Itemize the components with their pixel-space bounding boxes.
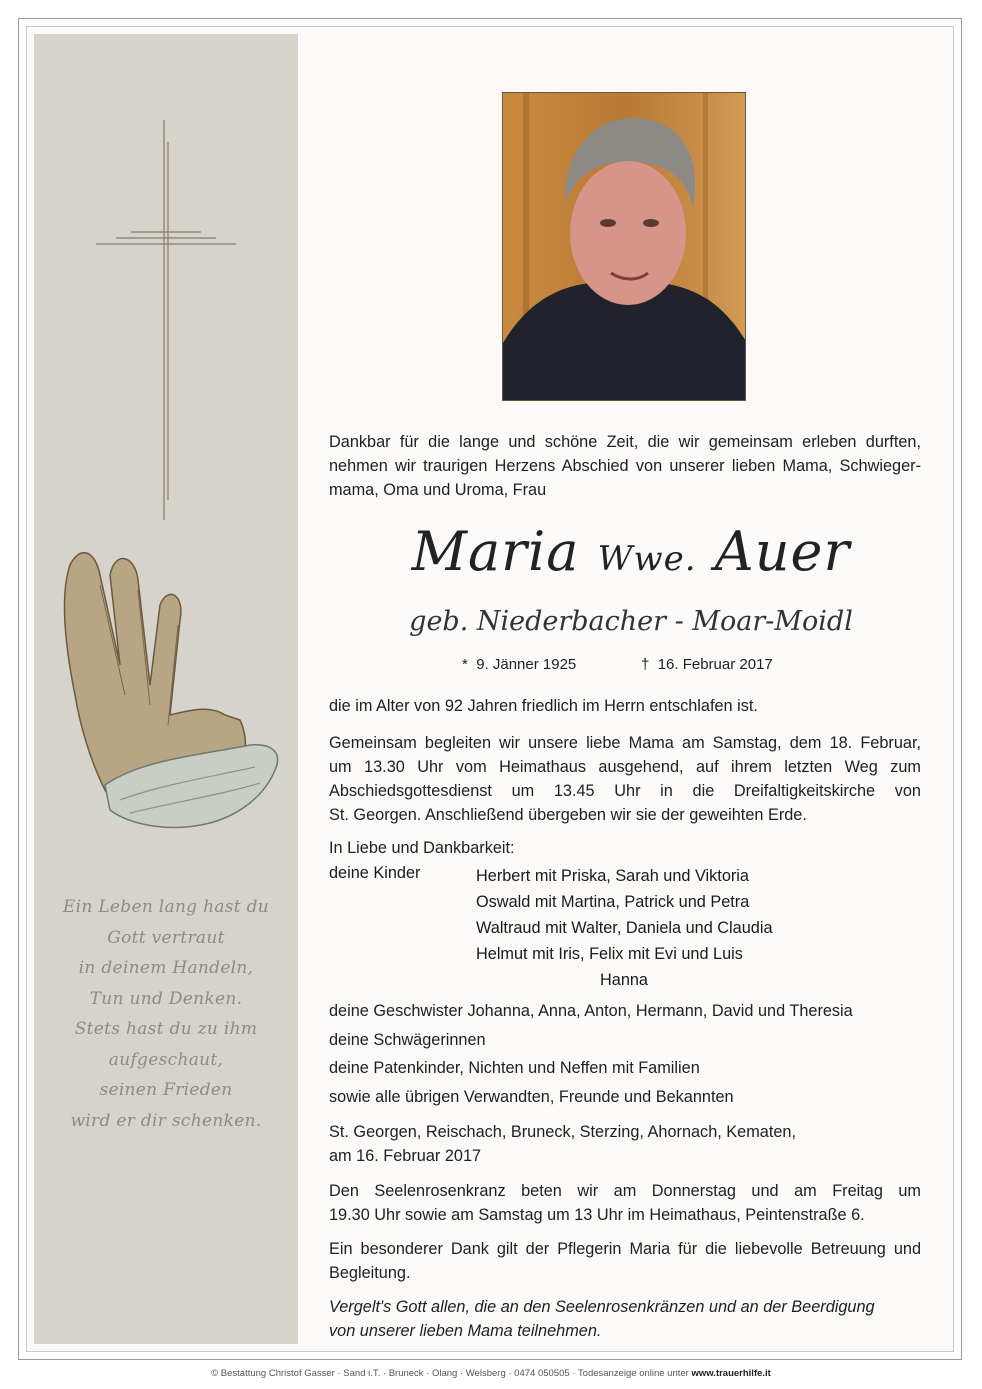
list-item: sowie alle übrigen Verwandten, Freunde und Bekannten (329, 1087, 734, 1106)
birth-date (462, 656, 576, 673)
poem-line: in deinem Handeln, (78, 958, 254, 978)
footer (0, 1368, 982, 1379)
first-name: Maria (411, 520, 580, 583)
death-symbol: † (641, 656, 650, 673)
death-date-text: 16. Februar 2017 (657, 656, 773, 673)
poem-line: Ein Leben lang hast du (62, 897, 270, 917)
footer-text: © Bestattung Christof Gasser · Sand i.T. · Bruneck · Olang · Welsberg · 0474 050505 · Todesanzeige online unter (211, 1368, 689, 1379)
deceased-name (300, 520, 962, 583)
poem-line: aufgeschaut, (108, 1049, 224, 1070)
intro-text: Dankbar für die lange und schöne Zeit, die wir gemeinsam erleben durften, nehmen wir traurigen Herzens Abschied von unserer lieben Mama, Schwieger- mama, Oma und Uroma, Frau (329, 433, 921, 499)
mourners-heading: In Liebe und Dankbarkeit: (329, 839, 515, 857)
poem-line: Tun und Denken. (89, 988, 243, 1009)
age-line: die im Alter von 92 Jahren friedlich im Herrn entschlafen ist. (329, 697, 758, 715)
widow-title: Wwe. (597, 539, 697, 579)
list-item: Waltraud mit Walter, Daniela und Claudia (476, 919, 773, 937)
footer-link[interactable]: www.trauerhilfe.it (691, 1368, 771, 1379)
list-item: Herbert mit Priska, Sarah und Viktoria (476, 867, 749, 885)
list-item: deine Geschwister Johanna, Anna, Anton, Hermann, David und Theresia (329, 1002, 853, 1020)
list-item: deine Patenkinder, Nichten und Neffen mit Familien (329, 1059, 700, 1077)
children-label: deine Kinder (329, 864, 421, 882)
birth-symbol: * (462, 656, 468, 673)
maiden-name: geb. Niederbacher - Moar-Moidl (409, 606, 853, 637)
closing-text: Vergelt's Gott allen, die an den Seelenrosenkränzen und an der Beerdigung von unserer lieben Mama teilnehmen. (329, 1298, 875, 1340)
poem-line: wird er dir schenken. (70, 1110, 262, 1131)
poem-line: Stets hast du zu ihm (74, 1019, 258, 1039)
places-text: St. Georgen, Reischach, Bruneck, Sterzing, Ahornach, Kematen, am 16. Februar 2017 (329, 1123, 796, 1165)
portrait-photo (502, 92, 746, 401)
death-date (641, 656, 773, 673)
list-item: Hanna (600, 971, 648, 989)
praying-hands-image (50, 545, 285, 830)
poem-line: seinen Frieden (99, 1080, 233, 1100)
cross-icon (96, 120, 236, 520)
poem-line: Gott vertraut (107, 927, 225, 948)
relatives-list (329, 997, 921, 1111)
thanks-text: Ein besonderer Dank gilt der Pflegerin Maria für die liebevolle Betreuung und Begleitung. (329, 1240, 921, 1282)
poem (34, 892, 298, 1136)
funeral-text: Gemeinsam begleiten wir unsere liebe Mama am Samstag, dem 18. Februar, um 13.30 Uhr vom Heimathaus ausgehend, auf ihrem letzten Weg zum Abschiedsgottesdienst um 13.45 Uhr in die Dreifaltigkeitskirche von St. Georgen. Anschließend übergeben wir sie der geweihten Erde. (329, 734, 921, 824)
children-list (476, 863, 773, 993)
birth-date-text: 9. Jänner 1925 (476, 656, 577, 673)
list-item: Oswald mit Martina, Patrick und Petra (476, 893, 750, 911)
list-item: Helmut mit Iris, Felix mit Evi und Luis (476, 945, 743, 963)
last-name: Auer (714, 520, 851, 583)
list-item: deine Schwägerinnen (329, 1030, 486, 1049)
rosary-text: Den Seelenrosenkranz beten wir am Donnerstag und am Freitag um 19.30 Uhr sowie am Samstag um 13 Uhr im Heimathaus, Peintenstraße 6. (329, 1182, 921, 1224)
